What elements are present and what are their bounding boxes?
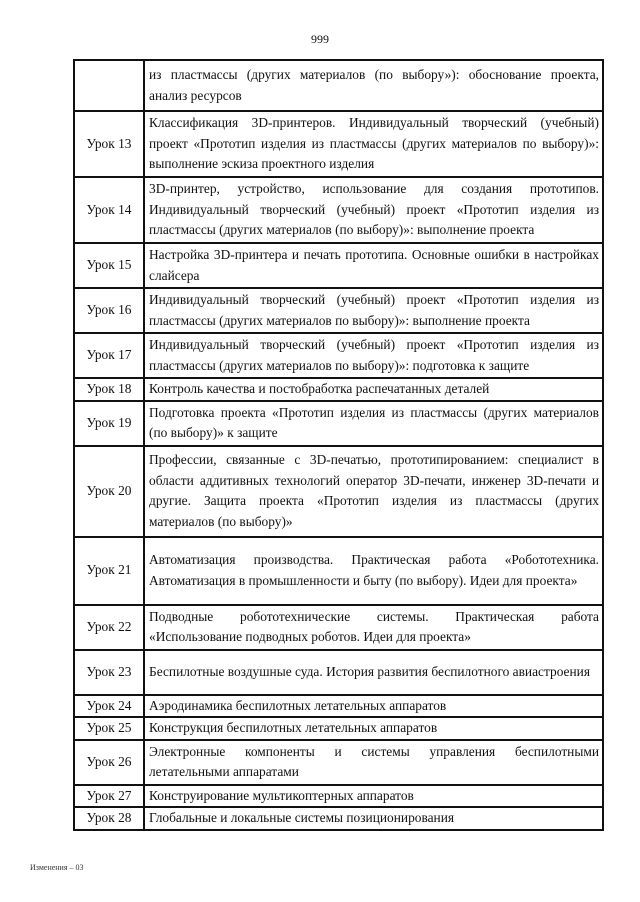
table-row [74, 177, 603, 243]
lesson-topic: Настройка 3D-принтера и печать прототипа. Основные ошибки в настройках слайсера [144, 243, 603, 288]
table-row [74, 650, 603, 695]
lesson-topic: 3D-принтер, устройство, использование для создания прототипов. Индивидуальный творческий (учебный) проект «Прототип изделия из пластмассы (других материалов (по выбору)»: выполнение проекта [144, 177, 603, 243]
lesson-number: Урок 28 [74, 807, 144, 830]
table-row [74, 605, 603, 650]
lesson-number: Урок 27 [74, 785, 144, 808]
lesson-number: Урок 21 [74, 537, 144, 605]
table-row [74, 537, 603, 605]
page-number: 999 [311, 32, 329, 46]
lesson-topic: Беспилотные воздушные суда. История развития беспилотного авиастроения [144, 650, 603, 695]
lesson-topic: Индивидуальный творческий (учебный) проект «Прототип изделия из пластмассы (других материалов по выбору)»: подготовка к защите [144, 333, 603, 378]
table-row [74, 60, 603, 111]
table-row [74, 785, 603, 808]
lesson-topic: Автоматизация производства. Практическая работа «Робототехника. Автоматизация в промышленности и быту (по выбору). Идеи для проекта» [144, 537, 603, 605]
lesson-number [74, 60, 144, 111]
lesson-number: Урок 17 [74, 333, 144, 378]
lesson-topic: Контроль качества и постобработка распечатанных деталей [144, 378, 603, 401]
lesson-topic: Профессии, связанные с 3D-печатью, прототипированием: специалист в области аддитивных технологий оператор 3D-печати, инженер 3D-печати и другие. Защита проекта «Прототип изделия из пластмассы (других материалов (по выбору)» [144, 446, 603, 537]
lesson-topic: Электронные компоненты и системы управления беспилотными летательными аппаратами [144, 740, 603, 785]
page-footer: Изменения – 03 [30, 863, 84, 872]
lesson-number: Урок 14 [74, 177, 144, 243]
lesson-number: Урок 23 [74, 650, 144, 695]
lesson-topic: Подготовка проекта «Прототип изделия из пластмассы (других материалов (по выбору)» к защите [144, 401, 603, 446]
lesson-topic: Аэродинамика беспилотных летательных аппаратов [144, 695, 603, 718]
lesson-topic: Подводные робототехнические системы. Практическая работа «Использование подводных роботов. Идеи для проекта» [144, 605, 603, 650]
lesson-topic: Классификация 3D-принтеров. Индивидуальный творческий (учебный) проект «Прототип изделия из пластмассы (других материалов по выбору)»: выполнение эскиза проектного изделия [144, 111, 603, 177]
table-row [74, 446, 603, 537]
lesson-topic: Индивидуальный творческий (учебный) проект «Прототип изделия из пластмассы (других материалов по выбору)»: выполнение проекта [144, 288, 603, 333]
lesson-number: Урок 20 [74, 446, 144, 537]
lesson-number: Урок 26 [74, 740, 144, 785]
lesson-topic: Глобальные и локальные системы позиционирования [144, 807, 603, 830]
table-row [74, 333, 603, 378]
lesson-topic: из пластмассы (других материалов (по выбору»): обоснование проекта, анализ ресурсов [144, 60, 603, 111]
lesson-topic: Конструкция беспилотных летательных аппаратов [144, 717, 603, 740]
table-row [74, 695, 603, 718]
table-row [74, 717, 603, 740]
lesson-number: Урок 13 [74, 111, 144, 177]
table-row [74, 288, 603, 333]
lesson-number: Урок 19 [74, 401, 144, 446]
lesson-number: Урок 22 [74, 605, 144, 650]
lesson-number: Урок 15 [74, 243, 144, 288]
lesson-number: Урок 25 [74, 717, 144, 740]
lessons-table [73, 59, 604, 831]
table-row [74, 401, 603, 446]
lesson-number: Урок 16 [74, 288, 144, 333]
table-row [74, 243, 603, 288]
lesson-number: Урок 24 [74, 695, 144, 718]
lesson-topic: Конструирование мультикоптерных аппаратов [144, 785, 603, 808]
lesson-number: Урок 18 [74, 378, 144, 401]
table-row [74, 378, 603, 401]
table-row [74, 807, 603, 830]
table-row [74, 740, 603, 785]
table-row [74, 111, 603, 177]
